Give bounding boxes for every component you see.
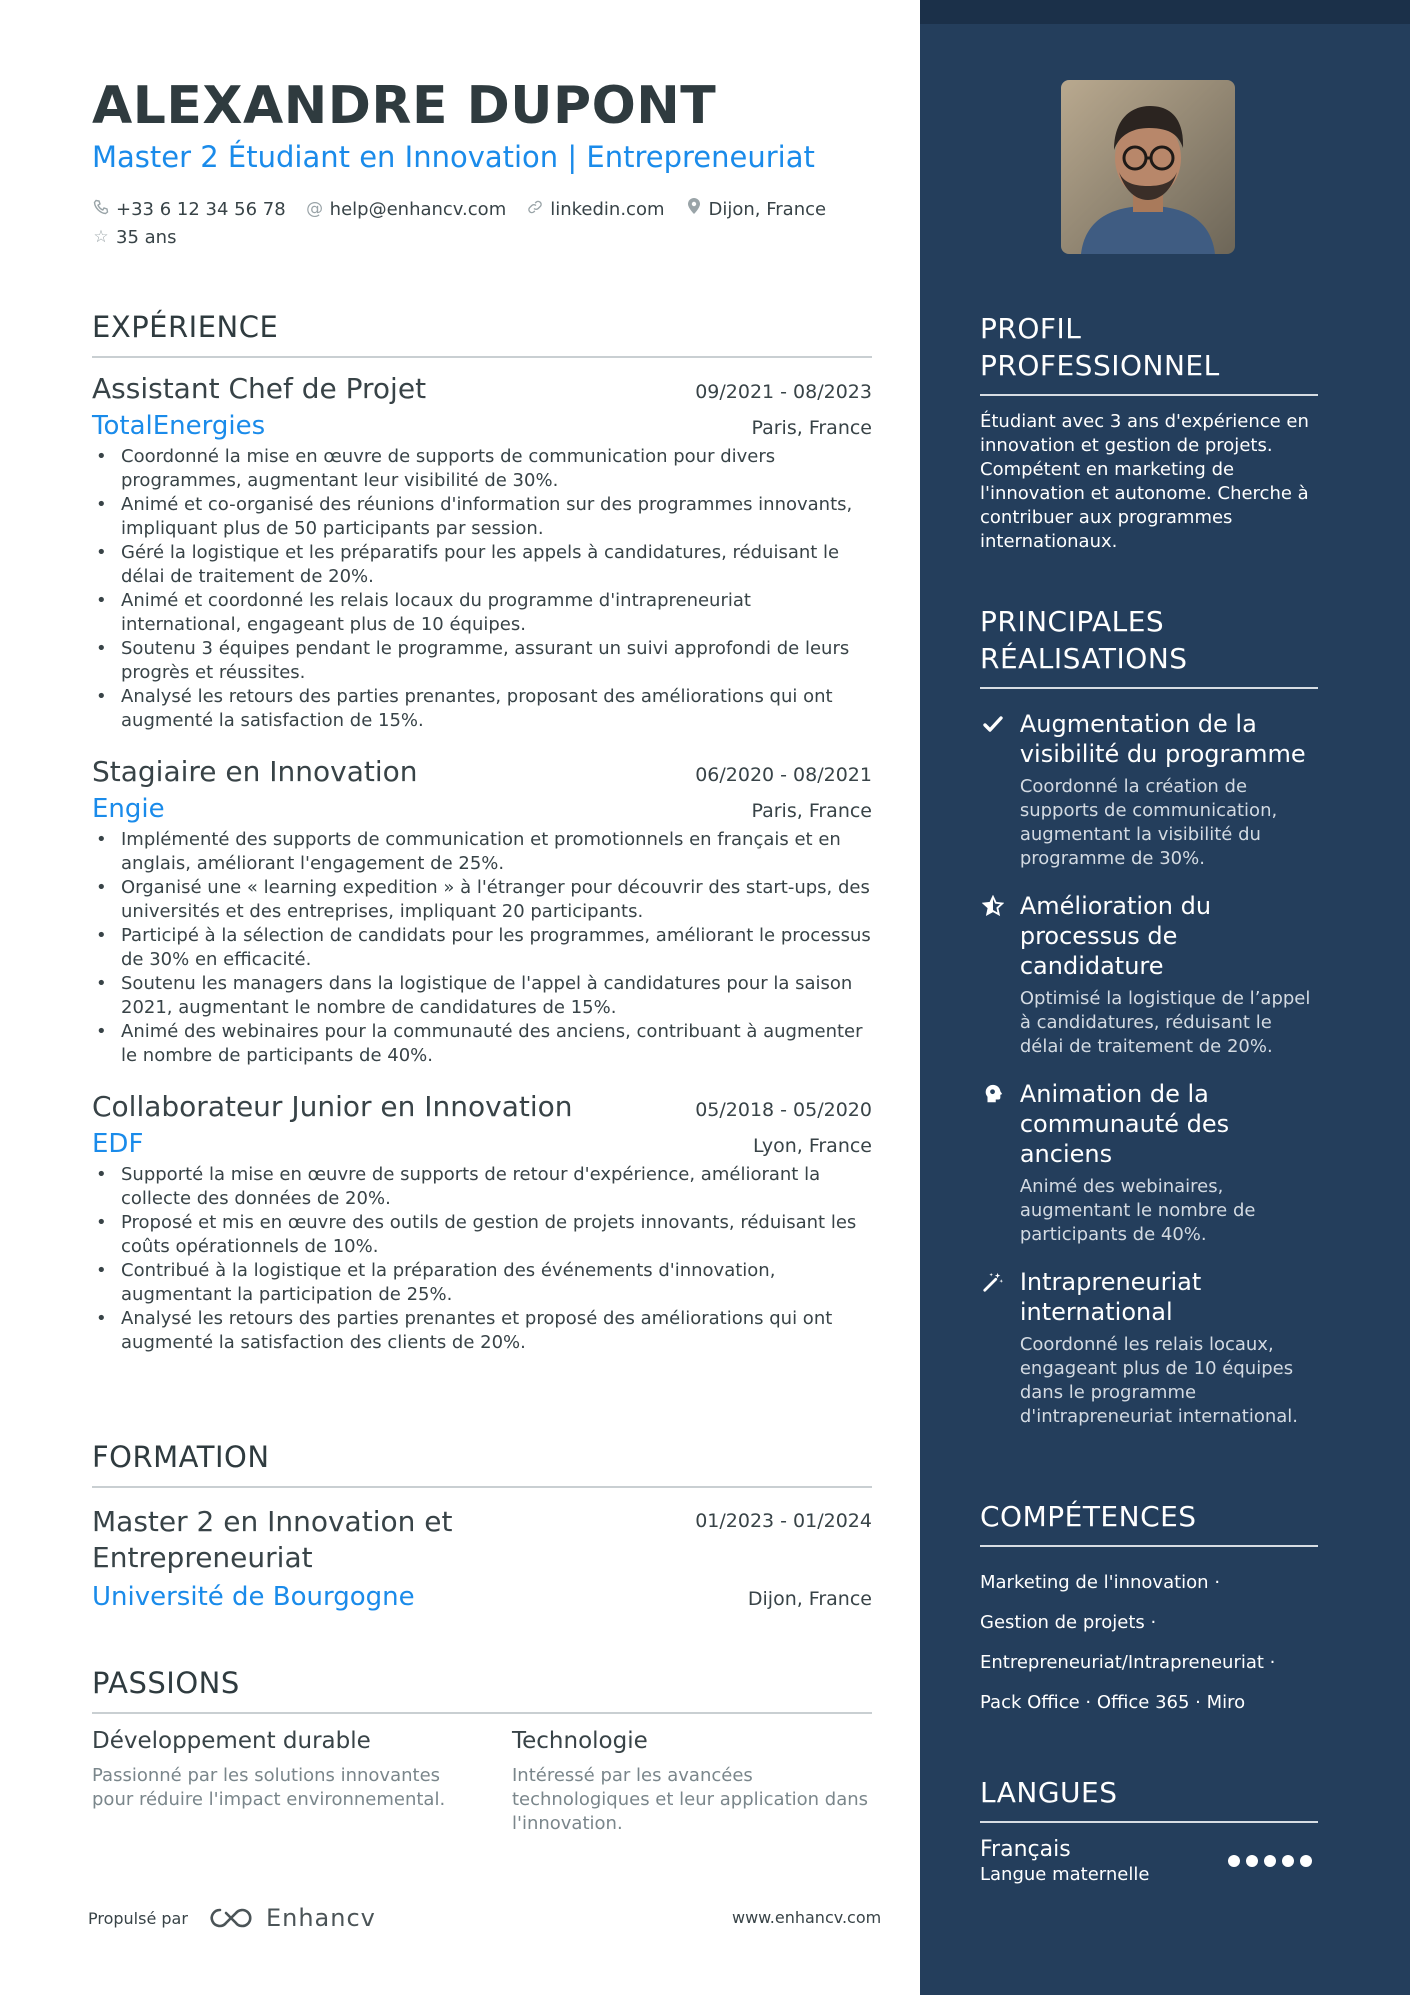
job-location: Paris, France (751, 417, 872, 439)
job-location: Paris, France (751, 800, 872, 822)
school-location: Dijon, France (747, 1588, 872, 1610)
language-item (980, 1837, 1318, 1885)
at-icon: @ (306, 199, 324, 219)
bullet-item: • Proposé et mis en œuvre des outils de gestion de projets innovants, réduisant les coûts opérationnels de 10%. (92, 1211, 872, 1259)
check-icon (980, 709, 1006, 871)
bullet-item: • Implémenté des supports de communication et promotionnels en français et en anglais, améliorant l'engagement de 25%. (92, 828, 872, 876)
profile-summary: Étudiant avec 3 ans d'expérience en innovation et gestion de projets. Compétent en marketing de l'innovation et autonome. Cherche à contribuer aux programmes internationaux. (980, 411, 1309, 552)
powered-by-text: Propulsé par (88, 1908, 188, 1928)
linkedin-text: linkedin.com (550, 198, 665, 220)
skills-heading: COMPÉTENCES (980, 1498, 1318, 1547)
job-entry (92, 1090, 872, 1355)
head-gear-icon (980, 1079, 1006, 1247)
contact-email[interactable] (306, 199, 507, 220)
language-level: Langue maternelle (980, 1864, 1150, 1885)
footer-website[interactable]: www.enhancv.com (732, 1908, 882, 1927)
job-role: Assistant Chef de Projet (92, 372, 427, 405)
skills-section (980, 1498, 1318, 1723)
bullet-item: • Coordonné la mise en œuvre de supports de communication pour divers programmes, augmentant leur visibilité de 30%. (92, 445, 872, 493)
candidate-title: Master 2 Étudiant en Innovation | Entrepreneuriat (92, 140, 815, 174)
job-company: Engie (92, 794, 165, 824)
achievement-item (980, 709, 1318, 871)
achievements-section (980, 603, 1318, 1429)
star-half-icon (980, 891, 1006, 1059)
degree-line-1: Master 2 en Innovation et (92, 1505, 453, 1538)
profile-photo (1061, 80, 1235, 254)
passion-title: Technologie (512, 1728, 648, 1754)
passion-item (92, 1728, 452, 1836)
sidebar-top-bar (920, 0, 1410, 24)
achievement-title: Augmentation de la visibilité du programme (1019, 710, 1306, 768)
phone-icon (92, 199, 110, 220)
bullet-item: • Analysé les retours des parties prenantes, proposant des améliorations qui ont augmenté la satisfaction de 15%. (92, 685, 872, 733)
achievement-desc: Animé des webinaires, augmentant le nombre de participants de 40%. (1019, 1176, 1256, 1245)
achievement-title: Animation de la communauté des anciens (1019, 1080, 1230, 1168)
skill-line: Marketing de l'innovation · (980, 1572, 1221, 1593)
profile-heading-line-1: PROFIL (980, 312, 1082, 345)
job-bullets (92, 445, 872, 733)
achievement-item (980, 891, 1318, 1059)
bullet-item: • Animé et co-organisé des réunions d'information sur des programmes innovants, impliquant plus de 50 participants par session. (92, 493, 872, 541)
achievements-heading-line-1: PRINCIPALES (980, 605, 1165, 638)
job-entry (92, 755, 872, 1068)
languages-heading: LANGUES (980, 1774, 1318, 1823)
passions-section (92, 1666, 872, 1836)
age-text: 35 ans (116, 226, 177, 248)
enhancv-logo[interactable] (208, 1904, 376, 1932)
language-rating (1228, 1855, 1318, 1867)
skill-line: Entrepreneuriat/Intrapreneuriat · (980, 1652, 1276, 1673)
email-text: help@enhancv.com (329, 198, 507, 220)
contact-location (685, 198, 827, 220)
brand-name: Enhancv (265, 1904, 376, 1932)
enhancv-logo-icon (208, 1906, 256, 1930)
footer-powered (88, 1904, 376, 1932)
contact-info (92, 195, 892, 251)
degree-title (92, 1504, 452, 1576)
bullet-item: • Organisé une « learning expedition » à l'étranger pour découvrir des start-ups, des universités et des entreprises, impliquant 20 participants. (92, 876, 872, 924)
education-entry (92, 1504, 872, 1612)
passions-heading: PASSIONS (92, 1666, 872, 1714)
bullet-item: • Animé des webinaires pour la communauté des anciens, contribuant à augmenter le nombre de participants de 40%. (92, 1020, 872, 1068)
school-name: Université de Bourgogne (92, 1582, 415, 1612)
skill-line: Gestion de projets · (980, 1612, 1157, 1633)
degree-line-2: Entrepreneuriat (92, 1541, 313, 1574)
job-dates: 05/2018 - 05/2020 (695, 1099, 872, 1121)
job-bullets (92, 828, 872, 1068)
passion-item (512, 1728, 872, 1836)
link-icon (526, 199, 544, 220)
achievement-desc: Coordonné les relais locaux, engageant plus de 10 équipes dans le programme d'intrapreneuriat international. (1019, 1334, 1299, 1427)
achievements-heading-line-2: RÉALISATIONS (980, 642, 1188, 675)
job-company: TotalEnergies (92, 411, 266, 441)
location-text: Dijon, France (708, 198, 827, 220)
language-name: Français (980, 1837, 1071, 1862)
profile-section (980, 310, 1318, 554)
job-company: EDF (92, 1129, 144, 1159)
job-dates: 09/2021 - 08/2023 (695, 381, 872, 403)
job-role: Stagiaire en Innovation (92, 755, 418, 788)
skill-line: Pack Office · Office 365 · Miro (980, 1692, 1246, 1713)
job-entry (92, 372, 872, 733)
job-location: Lyon, France (752, 1135, 872, 1157)
bullet-item: • Géré la logistique et les préparatifs pour les appels à candidatures, réduisant le délai de traitement de 20%. (92, 541, 872, 589)
contact-age (92, 227, 176, 248)
bullet-item: • Soutenu les managers dans la logistique de l'appel à candidatures pour la saison 2021, augmentant le nombre de candidatures de 15%. (92, 972, 872, 1020)
passion-title: Développement durable (92, 1728, 371, 1754)
bullet-item: • Analysé les retours des parties prenantes et proposé des améliorations qui ont augmenté la satisfaction des clients de 20%. (92, 1307, 872, 1355)
experience-section (92, 310, 872, 1355)
achievement-title: Intrapreneuriat international (1019, 1268, 1202, 1326)
location-pin-icon (685, 198, 703, 220)
achievement-title: Amélioration du processus de candidature (1019, 892, 1212, 980)
rating-dot (1228, 1855, 1240, 1867)
bullet-item: • Animé et coordonné les relais locaux du programme d'intrapreneuriat international, engageant plus de 10 équipes. (92, 589, 872, 637)
profile-heading (980, 310, 1318, 396)
achievement-item (980, 1079, 1318, 1247)
education-section (92, 1440, 872, 1612)
job-role: Collaborateur Junior en Innovation (92, 1090, 573, 1123)
languages-section (980, 1774, 1318, 1885)
rating-dot (1246, 1855, 1258, 1867)
bullet-item: • Participé à la sélection de candidats pour les programmes, améliorant le processus de 30% en efficacité. (92, 924, 872, 972)
education-heading: FORMATION (92, 1440, 872, 1488)
passion-desc: Intéressé par les avancées technologiques et leur application dans l'innovation. (512, 1765, 869, 1834)
passion-desc: Passionné par les solutions innovantes pour réduire l'impact environnemental. (92, 1765, 446, 1810)
contact-linkedin[interactable] (526, 199, 664, 220)
achievement-desc: Optimisé la logistique de l’appel à candidatures, réduisant le délai de traitement de 20%. (1019, 988, 1311, 1057)
profile-heading-line-2: PROFESSIONNEL (980, 349, 1220, 382)
bullet-item: • Soutenu 3 équipes pendant le programme, assurant un suivi approfondi de leurs progrès et réussites. (92, 637, 872, 685)
achievement-item (980, 1267, 1318, 1429)
experience-heading: EXPÉRIENCE (92, 310, 872, 358)
contact-phone[interactable] (92, 199, 286, 220)
achievement-desc: Coordonné la création de supports de communication, augmentant la visibilité du programme de 30%. (1019, 776, 1278, 869)
bullet-item: • Contribué à la logistique et la préparation des événements d'innovation, augmentant la participation de 25%. (92, 1259, 872, 1307)
rating-dot (1264, 1855, 1276, 1867)
bullet-item: • Supporté la mise en œuvre de supports de retour d'expérience, améliorant la collecte des données de 20%. (92, 1163, 872, 1211)
phone-text: +33 6 12 34 56 78 (116, 198, 286, 220)
star-icon: ☆ (93, 227, 109, 247)
achievements-heading (980, 603, 1318, 689)
education-dates: 01/2023 - 01/2024 (695, 1510, 872, 1532)
job-bullets (92, 1163, 872, 1355)
rating-dot (1282, 1855, 1294, 1867)
job-dates: 06/2020 - 08/2021 (695, 764, 872, 786)
magic-wand-icon (980, 1267, 1006, 1429)
candidate-name: ALEXANDRE DUPONT (92, 76, 717, 136)
rating-dot (1300, 1855, 1312, 1867)
